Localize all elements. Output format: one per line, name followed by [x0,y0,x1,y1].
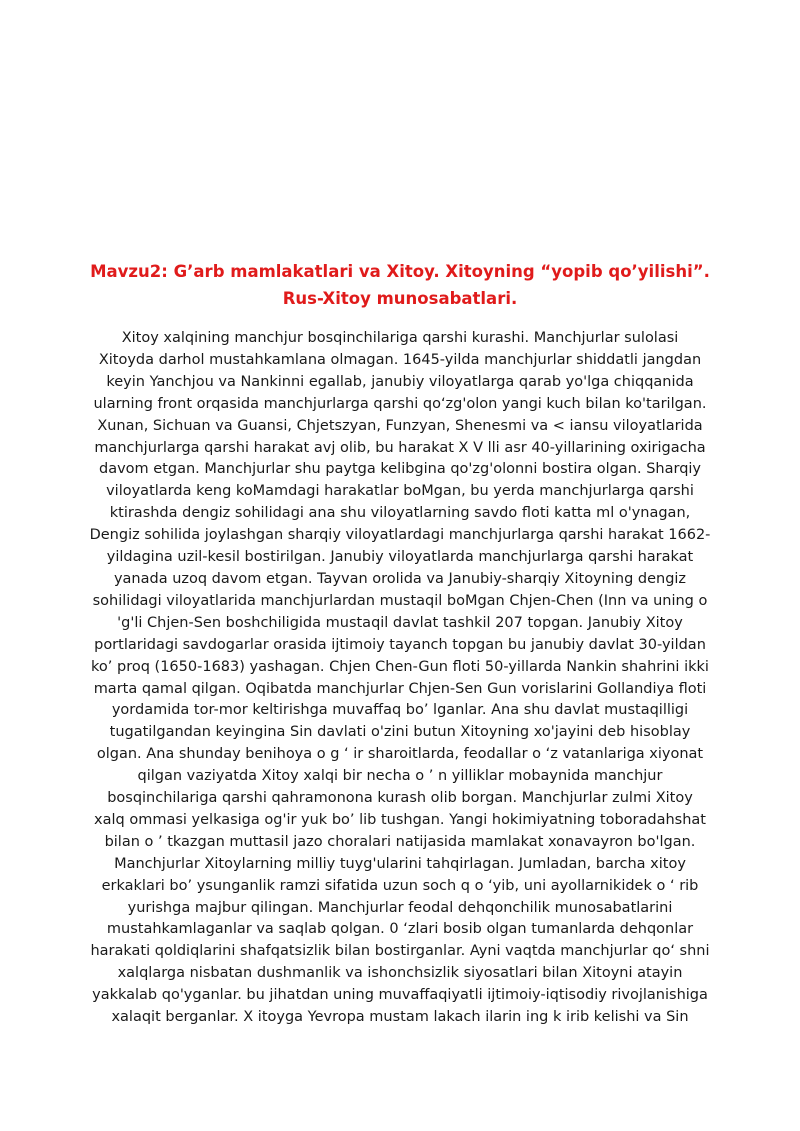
body-line: Xunan, Sichuan va Guansi, Chjetszyan, Funzyan, Shenesmi va < iansu viloyatlarida [97,417,703,434]
body-line: xalqlarga nisbatan dushmanlik va ishonchsizlik siyosatlari bilan Xitoyni atayin [117,965,683,982]
body-line: ko’ proq (1650-1683) yashagan. Chjen Chen-Gun floti 50-yillarda Nankin shahrini ikki [91,658,709,675]
body-line: sohilidagi viloyatlarida manchjurlardan mustaqil boMgan Chjen-Chen (Inn va uning o [92,592,708,609]
body-text [60,328,740,1029]
body-line: bosqinchilariga qarshi qahramonona kurash olib borgan. Manchjurlar zulmi Xitoy [107,790,693,807]
body-line: harakati qoldiqlarini shafqatsizlik bilan bostirganlar. Ayni vaqtda manchjurlar qo‘ shni [90,943,710,960]
body-line: Dengiz sohilida joylashgan sharqiy viloyatlardagi manchjurlarga qarshi harakat 1662- [89,527,711,544]
body-line: ktirashda dengiz sohilidagi ana shu viloyatlarning savdo floti katta ml o'ynagan, [109,505,691,522]
body-line: yildagina uzil-kesil bostirilgan. Janubiy viloyatlarda manchjurlarga qarshi harakat [106,549,694,566]
title-line-2: Rus-Xitoy munosabatlari. [282,289,518,308]
body-line: xalq ommasi yelkasiga og'ir yuk bo’ lib tushgan. Yangi hokimiyatning toboradahshat [94,811,706,828]
body-line: yanada uzoq davom etgan. Tayvan orolida va Janubiy-sharqiy Xitoyning dengiz [113,570,687,587]
body-line: keyin Yanchjou va Nankinni egallab, janubiy viloyatlarga qarab yo'lga chiqqanida [106,373,694,390]
body-line: ularning front orqasida manchjurlarga qarshi qo‘zg'olon yangi kuch bilan ko'tarilgan. [93,395,707,412]
body-line: xalaqit berganlar. X itoyga Yevropa mustam lakach ilarin ing k irib kelishi va Sin [111,1009,689,1026]
body-line: qilgan vaziyatda Xitoy xalqi bir necha o ’ n yilliklar mobaynida manchjur [137,768,663,785]
body-line: bilan o ’ tkazgan muttasil jazo choralari natijasida mamlakat xonavayron bo'lgan. [104,833,696,850]
title-line-1: Mavzu2: G’arb mamlakatlari va Xitoy. Xitoyning “yopib qo’yilishi”. [90,262,710,281]
body-line: 'g'li Chjen-Sen boshchiligida mustaqil davlat tashkil 207 topgan. Janubiy Xitoy [117,614,683,631]
body-line: portlaridagi savdogarlar orasida ijtimoiy tayanch topgan bu janubiy davlat 30-yildan [94,636,706,653]
body-line: viloyatlarda keng koMamdagi harakatlar boMgan, bu yerda manchjurlarga qarshi [106,483,694,500]
body-line: tugatilgandan keyingina Sin davlati o'zini butun Xitoyning xo'jayini deb hisoblay [109,724,691,741]
body-line: Manchjurlar Xitoylarning milliy tuyg'ularini tahqirlagan. Jumladan, barcha xitoy [114,855,686,872]
body-line: marta qamal qilgan. Oqibatda manchjurlar Chjen-Sen Gun vorislarini Gollandiya floti [93,680,707,697]
body-line: olgan. Ana shunday benihoya o g ‘ ir sharoitlarda, feodallar o ‘z vatanlariga xiyonat [96,746,704,763]
body-line: yurishga majbur qilingan. Manchjurlar feodal dehqonchilik munosabatlarini [127,899,673,916]
body-line: Xitoyda darhol mustahkamlana olmagan. 1645-yilda manchjurlar shiddatli jangdan [98,351,702,368]
body-line: yakkalab qo'yganlar. bu jihatdan uning muvaffaqiyatli ijtimoiy-iqtisodiy rivojlanishiga [92,987,708,1004]
body-line: mustahkamlaganlar va saqlab qolgan. 0 ‘zlari bosib olgan tumanlarda dehqonlar [106,921,694,938]
body-line: manchjurlarga qarshi harakat avj olib, bu harakat X V lli asr 40-yillarining oxirigacha [94,439,706,456]
body-line: erkaklari bo’ ysunganlik ramzi sifatida uzun soch q o ‘yib, uni ayollarnikidek o ‘ rib [101,877,699,894]
page-title [60,258,740,312]
body-line: Xitoy xalqining manchjur bosqinchilariga qarshi kurashi. Manchjurlar sulolasi [121,330,679,346]
body-line: davom etgan. Manchjurlar shu paytga kelibgina qo'zg'olonni bostira olgan. Sharqiy [98,461,702,478]
body-line: yordamida tor-mor keltirishga muvaffaq bo’ lganlar. Ana shu davlat mustaqilligi [111,702,689,719]
